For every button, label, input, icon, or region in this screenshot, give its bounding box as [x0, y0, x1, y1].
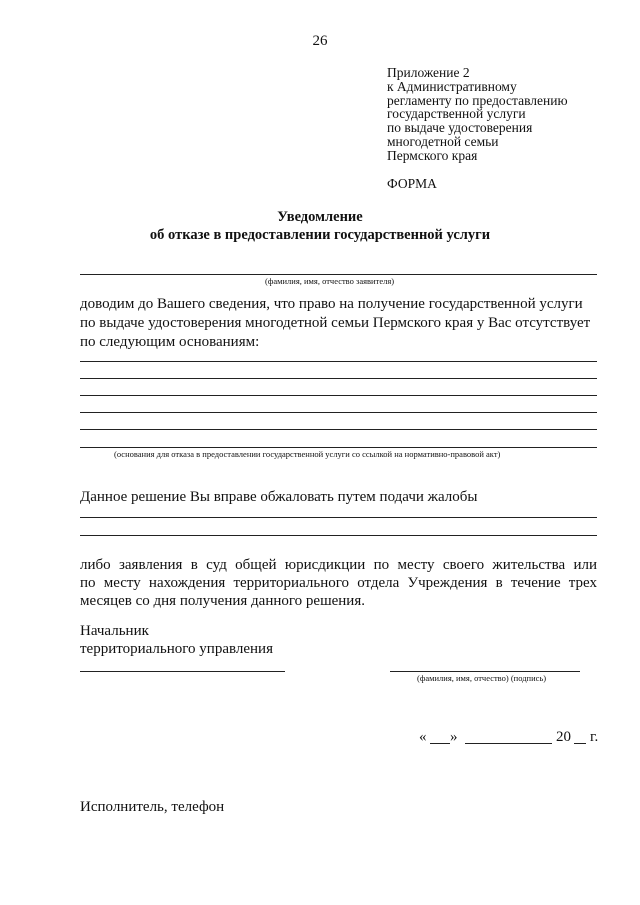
grounds-caption: (основания для отказа в предоставлении государственной услуги со ссылкой на нормативно-правовой акт) [114, 449, 501, 459]
document-title: Уведомление [277, 209, 363, 225]
court-line: либо заявления в суд общей юрисдикции по месту своего жительства или [80, 557, 597, 573]
appeal-text: Данное решение Вы вправе обжаловать путем подачи жалобы [80, 489, 478, 505]
appendix-line: государственной услуги [387, 106, 526, 122]
appeal-line[interactable] [80, 517, 597, 518]
intro-line: по следующим основаниям: [80, 334, 260, 350]
appendix-line: Приложение 2 [387, 65, 470, 80]
appendix-block [387, 66, 568, 163]
signature-line[interactable] [390, 671, 580, 672]
date-open-quote: « [419, 729, 427, 745]
grounds-line[interactable] [80, 412, 597, 413]
signature-caption: (фамилия, имя, отчество) (подпись) [417, 673, 547, 683]
signatory-department: территориального управления [80, 641, 273, 657]
appendix-line: Пермского края [387, 147, 478, 163]
date-year-prefix: 20 [556, 729, 571, 745]
document-subtitle: об отказе в предоставлении государственной услуги [149, 227, 491, 243]
grounds-line[interactable] [80, 378, 597, 379]
date-year-suffix: г. [590, 729, 599, 745]
date-day-blank[interactable] [430, 743, 450, 744]
signatory-line[interactable] [80, 671, 285, 672]
appendix-line: многодетной семьи [387, 133, 499, 149]
date-month-blank[interactable] [465, 743, 552, 744]
applicant-caption: (фамилия, имя, отчество заявителя) [265, 276, 395, 286]
court-line: по месту нахождения территориального отдела Учреждения в течение трех [80, 575, 597, 591]
date-close-quote: » [450, 729, 458, 745]
appendix-line: к Административному [387, 78, 517, 94]
form-label: ФОРМА [387, 176, 437, 191]
grounds-line[interactable] [80, 429, 597, 430]
grounds-line[interactable] [80, 395, 597, 396]
grounds-line[interactable] [80, 447, 597, 448]
executor-label: Исполнитель, телефон [80, 799, 225, 815]
intro-line: доводим до Вашего сведения, что право на получение государственной услуги [80, 296, 583, 312]
applicant-name-line[interactable] [80, 274, 597, 275]
date-year-blank[interactable] [574, 743, 586, 744]
intro-line: по выдаче удостоверения многодетной семьи Пермского края у Вас отсутствует [80, 315, 591, 331]
page-number: 26 [312, 33, 328, 49]
appendix-line: по выдаче удостоверения [387, 120, 533, 136]
grounds-line[interactable] [80, 361, 597, 362]
appendix-line: регламенту по предоставлению [387, 92, 568, 108]
court-line: месяцев со дня получения данного решения. [80, 593, 365, 609]
signatory-title: Начальник [80, 623, 149, 639]
appeal-line[interactable] [80, 535, 597, 536]
